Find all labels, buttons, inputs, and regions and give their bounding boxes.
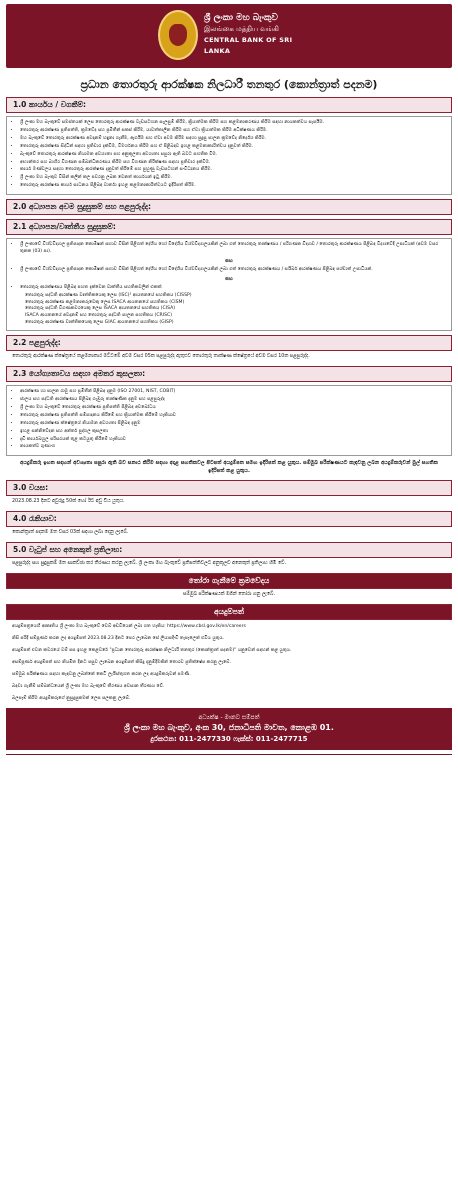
- skills-box: [6, 385, 452, 456]
- duties-list: [11, 120, 447, 190]
- skill-item: • ජාලය සහ පද්ධති ආරක්ෂණය පිළිබඳ ගැඹුරු තාක්ෂණික දැනුම සහ පළපුරුද්ද: [20, 397, 447, 404]
- application-paragraph: අයදුම්පත්‍රයෙහි ආකෘතිය ශ්‍රී ලංකා මහ බැංකුවේ වෙබ් අඩවියෙන් ලබා ගත හැකිය: https://www.cbsl.gov.lk/en/careers: [12, 623, 246, 629]
- bank-identity: [156, 8, 320, 64]
- page-title: ප්‍රධාන තොරතුරු ආරක්ෂක නිලධාරී තනතුර (කොන්ත්‍රාත් පදනම): [80, 78, 378, 91]
- certifications-list: [11, 285, 447, 292]
- certification-item: තොරතුරු පද්ධති ආරක්ෂණ වෘත්තිකයෙකු ලෙස (ISC)² ආයතනයේ සහතිකය (CISSP): [25, 292, 192, 298]
- employment-text: කොන්ත්‍රාත් පදනම මත වසර 03ක් සඳහා ලබා දෙනු ලැබේ.: [12, 529, 129, 535]
- education-list-a: [11, 242, 447, 256]
- section-duties-heading: 1.0 කාර්යය / වගකීම්:: [6, 97, 452, 113]
- skill-item: • ආරක්ෂණ හා පාලන රාමු සහ ප්‍රමිතීන් පිළිබඳ දැනුම (ISO 27001, NIST, COBIT): [20, 389, 447, 396]
- application-paragraph: සම්මුඛ පරීක්ෂණය සඳහා කැඳවනු ලබන්නේ කෙටි ලැයිස්තුගත කරන ලද අයදුම්කරුවන් පමණි.: [12, 671, 191, 677]
- skills-list: [11, 389, 447, 451]
- duties-box: [6, 116, 452, 195]
- skills-heading: 2.3 යෝග්‍යතාවය සඳහා අමතර කුසලතා:: [6, 366, 452, 382]
- education-list-b: [11, 267, 447, 274]
- application-paragraph: අයදුම්පත් එවන කවරයේ වම් පස ඉහළ කෙළවරේ "ප්‍රධාන තොරතුරු ආරක්ෂක නිලධාරී තනතුර (කොන්ත්‍රාත් පදනම)" යනුවෙන් සඳහන් කළ යුතුය.: [12, 647, 292, 653]
- education-box: [6, 238, 452, 331]
- duty-item: • තොරතුරු ආරක්ෂණ ප්‍රතිපත්ති, ක්‍රමවේද සහ ප්‍රමිතීන් සකස් කිරීම, යාවත්කාලීන කිරීම සහ ඒවා ක්‍රියාත්මක කිරීම අධීක්ෂණය කිරීම.: [20, 128, 447, 135]
- bank-names: [204, 12, 320, 57]
- salary-heading: 5.0 වැටුප් සහ අනෙකුත් ප්‍රතිලාභ:: [6, 542, 452, 558]
- age-text: 2023.08.23 දිනට අවුරුදු 50ක් හෝ ඊට අඩු විය යුතුය.: [12, 498, 125, 504]
- education-requirement: • ශ්‍රී ලංකාවේ විශ්වවිද්‍යාල ප්‍රතිපාදන කොමිෂන් සභාව විසින් පිළිගත් දේශීය හෝ විදේශීය විශ්වවිද්‍යාලයකින් ලබා ගත් තොරතුරු තාක්ෂණය / පරිගණක විද්‍යාව / තොරතුරු ආරක්ෂණය පිළිබඳ විද්‍යාවේදී උපාධියක් (අවම වසර තුනක (03) පා).: [20, 242, 447, 256]
- footer-director: අධ්‍යක්ෂ - මානව සම්පත්: [198, 713, 260, 721]
- bank-name-sinhala: ශ්‍රී ලංකා මහ බැංකුව: [204, 13, 278, 23]
- bottom-divider: [6, 754, 452, 755]
- application-paragraph: අසම්පූර්ණ අයදුම්පත් සහ නියමිත දිනට පසුව ලැබෙන අයදුම්පත් කිසිදු දැනුම්දීමකින් තොරව ප්‍රතික්ෂේප කරනු ලැබේ.: [12, 659, 232, 665]
- duty-item: • බැංකුවේ තොරතුරු ආරක්ෂණ නියාමන අවශ්‍යතා සහ අනුකූලතා අවශ්‍යතා සපුරා ඇති බවට සහතික වීම.: [20, 152, 447, 159]
- duty-item: • ශ්‍රී ලංකා මහ බැංකුවේ සමස්තයක් ලෙස තොරතුරු ආරක්ෂණ වැඩසටහන සැලසුම් කිරීම, ක්‍රියාත්මක කිරීම සහ කළමනාකරණය කිරීම සඳහා නායකත්වය සැපයීම.: [20, 120, 447, 127]
- selection-text: සම්මුඛ පරීක්ෂණයක් මගින් තෝරා ගනු ලැබේ.: [183, 591, 275, 597]
- salary-text: පළපුරුද්ද සහ සුදුසුකම් මත සාකච්ඡා කර තීරණය කරනු ලැබේ. ශ්‍රී ලංකා මහ බැංකුවේ ප්‍රතිපත්තිවලට අනුකූලව අනෙකුත් ප්‍රතිලාභ හිමි වේ.: [12, 560, 287, 566]
- skill-item: • දැඩි කාර්යබහුල පරිසරයක් තුළ කටයුතු කිරීමේ හැකියාව: [20, 437, 447, 444]
- skill-item: • නායකත්ව ගුණාංග: [20, 444, 447, 451]
- bank-name-english: CENTRAL BANK OF SRI LANKA: [204, 36, 293, 55]
- header-banner: [6, 4, 452, 68]
- section-qualifications-heading: 2.0 අධ්‍යාපන අවම සුදුසුකම් සහ පළපුරුද්ද:: [6, 199, 452, 215]
- duty-item: • තොරතුරු ආරක්ෂණ සිද්ධීන් සඳහා ප්‍රතිචාර දැක්වීම, විමර්ශනය කිරීම සහ ඒ පිළිබඳව ඉහළ කළමනාකාරිත්වය දැනුවත් කිරීම.: [20, 144, 447, 151]
- certifications-intro: • තොරතුරු ආරක්ෂණය පිළිබඳ පහත දැක්වෙන වෘත්තීය සහතිකවලින් එකක්:: [20, 285, 447, 292]
- duty-item: • තොරතුරු ආරක්ෂණ කාර්ය සාධනය පිළිබඳ වාර්තා ඉහළ කළමනාකාරිත්වයට ඉදිරිපත් කිරීම.: [20, 183, 447, 190]
- certificates-note: අයදුම්කරු ඉහත සඳහන් අවශ්‍යතා සපුරා ඇති බව සනාථ කිරීම සඳහා අදාළ සහතිකවල පිටපත් අයදුම්පත සමඟ ඉදිරිපත් කළ යුතුය. සම්මුඛ පරීක්ෂණයට කැඳවනු ලබන අයදුම්කරුවන් මුල් සහතික ඉදිරිපත් කළ යුතුය.: [20, 460, 438, 474]
- skill-item: • ශ්‍රී ලංකා මහ බැංකුවේ තොරතුරු ආරක්ෂණ ප්‍රතිපත්ති පිළිබඳ අවබෝධය: [20, 405, 447, 412]
- certification-item: තොරතුරු ආරක්ෂණ කළමනාකරුවෙකු ලෙස ISACA ආයතනයේ සහතිකය (CISM): [25, 299, 185, 305]
- skill-item: • ඉහළ සන්නිවේදන සහ අන්තර් පුද්ගල කුසලතා: [20, 429, 447, 436]
- applications-heading: අයදුම්පත්: [6, 604, 452, 620]
- bank-name-tamil: இலங்கை மத்திய வங்கி: [204, 25, 279, 33]
- and-connector: සහ: [225, 257, 233, 264]
- bank-seal-icon: [158, 10, 198, 60]
- selection-heading: තෝරා ගැනීමේ ක්‍රමවේදය: [6, 573, 452, 589]
- skill-item: • තොරතුරු ආරක්ෂණ ක්ෂේත්‍රයේ නියාමන අවශ්‍යතා පිළිබඳ දැනුම: [20, 421, 447, 428]
- application-paragraph: බලපෑම් කිරීම අයදුම්කරුගේ නුසුදුසුකමක් ලෙස සලකනු ලැබේ.: [12, 695, 131, 701]
- and-connector: සහ: [225, 275, 233, 282]
- footer-phone: දුරකථන: 011-2477330 ෆැක්ස්: 011-2477715: [150, 734, 308, 743]
- experience-heading: 2.2 පළපුරුද්ද:: [6, 335, 452, 351]
- advertisement-page: [6, 4, 452, 755]
- education-requirement: • ශ්‍රී ලංකාවේ විශ්වවිද්‍යාල ප්‍රතිපාදන කොමිෂන් සභාව විසින් පිළිගත් දේශීය හෝ විදේශීය විශ්වවිද්‍යාලයකින් ලබා ගත් තොරතුරු ආරක්ෂණය / සයිබර් ආරක්ෂණය පිළිබඳ පශ්චාත් උපාධියක්.: [20, 267, 447, 274]
- skill-item: • තොරතුරු ආරක්ෂණ ප්‍රතිපත්ති සම්පාදනය කිරීමේ සහ ක්‍රියාත්මක කිරීමේ හැකියාව: [20, 413, 447, 420]
- certification-item: තොරතුරු ආරක්ෂණ වෘත්තිකයෙකු ලෙස GIAC ආයතනයේ සහතිකය (GISP): [25, 320, 174, 326]
- application-paragraph: නිසි පරිදි සම්පූර්ණ කරන ලද අයදුම්පත් 2023.08.23 දිනට පෙර ලැබෙන සේ ලියාපදිංචි තැපෑලෙන් එවිය යුතුය.: [12, 635, 225, 641]
- certification-items: [11, 293, 447, 328]
- duty-item: • මහ බැංකුවේ තොරතුරු ආරක්ෂණ අවදානම් හඳුනා ගැනීම, ඇගයීම සහ ඒවා අවම කිරීම සඳහා සුදුසු පාලන ක්‍රමවේද නිර්දේශ කිරීම.: [20, 136, 447, 143]
- contact-footer: [6, 708, 452, 750]
- certification-item: තොරතුරු පද්ධති විගණකවරයෙකු ලෙස ISACA ආයතනයේ සහතිකය (CISA): [25, 306, 176, 312]
- duty-item: • අභ්‍යන්තර සහ බාහිර විගණන සම්බන්ධීකරණය කිරීම සහ විගණන නිරීක්ෂණ සඳහා ප්‍රතිචාර දැක්වීම.: [20, 160, 447, 167]
- duty-item: • ශ්‍රී ලංකා මහ බැංකුව විසින් කලින් කල පවරනු ලබන වෙනත් කාර්යයන් ඉටු කිරීම.: [20, 175, 447, 182]
- experience-text: තොරතුරු ආරක්ෂණ ක්ෂේත්‍රයේ කළමනාකාර මට්ටමේ අවම වසර 05ක පළපුරුද්ද ඇතුළුව තොරතුරු තාක්ෂණ ක්ෂේත්‍රයේ අවම වසර 10ක පළපුරුද්ද.: [12, 354, 310, 360]
- employment-heading: 4.0 රැකියාව:: [6, 511, 452, 527]
- application-paragraph: බඳවා ගැනීම් සම්බන්ධයෙන් ශ්‍රී ලංකා මහ බැංකුවේ තීරණය අවසාන තීරණය වේ.: [12, 683, 165, 689]
- education-heading: 2.1 අධ්‍යාපන/වෘත්තීය සුදුසුකම්:: [6, 219, 452, 235]
- applications-body: [6, 623, 452, 702]
- duty-item: • කාර්ය මණ්ඩලය සඳහා තොරතුරු ආරක්ෂණ දැනුවත් කිරීමේ සහ පුහුණු වැඩසටහන් සංවිධානය කිරීම.: [20, 167, 447, 174]
- footer-address: ශ්‍රී ලංකා මහ බැංකුව, අංක 30, ජනාධිපති මාවත, කොළඹ 01.: [124, 722, 334, 732]
- age-heading: 3.0 වයස:: [6, 480, 452, 496]
- certification-item: ISACA ආයතනයේ අවදානම් සහ තොරතුරු පද්ධති පාලන සහතිකය (CRISC): [25, 313, 173, 319]
